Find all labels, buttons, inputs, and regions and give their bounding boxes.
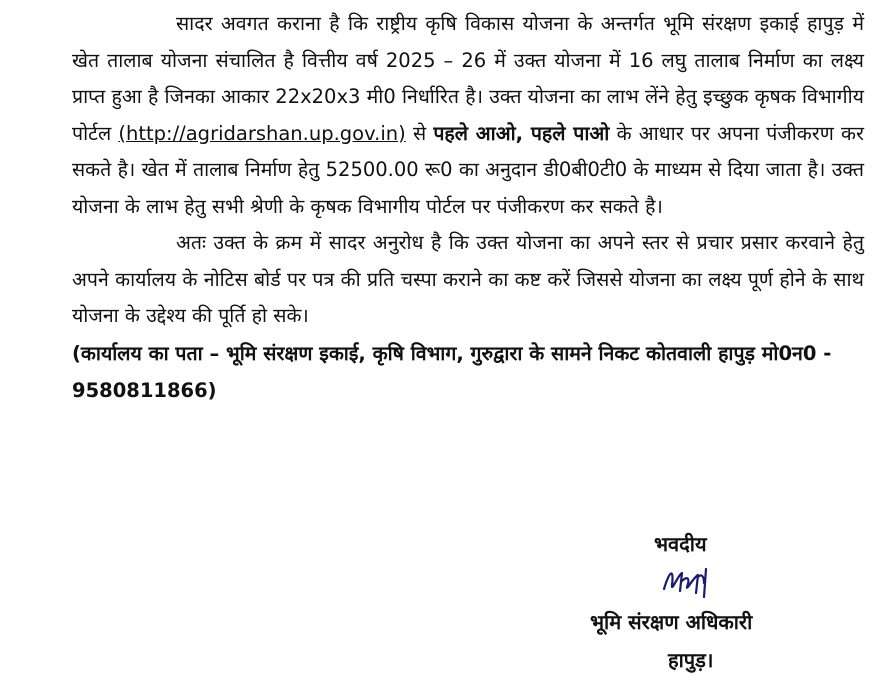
signoff-block bbox=[590, 525, 880, 679]
handwritten-signature-icon bbox=[660, 563, 880, 603]
portal-url-link[interactable]: (http://agridarshan.up.gov.in) bbox=[118, 121, 406, 145]
paragraph-scheme-details bbox=[72, 6, 864, 225]
connector-text: से bbox=[412, 121, 427, 145]
officer-designation: भूमि संरक्षण अधिकारी bbox=[590, 610, 753, 634]
closing-text: भवदीय bbox=[654, 532, 707, 556]
paragraph-request: अतः उक्त के क्रम में सादर अनुरोध है कि उक्त योजना का अपने स्तर से प्रचार प्रसार करवाने हेतु अपने कार्यालय के नोटिस बोर्ड पर पत्र की प्रति चस्पा कराने का कष्ट करें जिससे योजना का लक्ष्य पूर्ण होने के साथ योजना के उद्देश्य की पूर्ति हो सके। bbox=[72, 231, 864, 327]
subsidy-details-text: के आधार पर अपना पंजीकरण कर सकते है। खेत में तालाब निर्माण हेतु 52500.00 रू0 का अनुदान डी0बी0टी0 के माध्यम से दिया जाता है। उक्त योजना के लाभ हेतु सभी श्रेणी के कृषक विभागीय पोर्टल पर पंजीकरण कर सकते है। bbox=[72, 121, 864, 218]
scheme-intro-text: सादर अवगत कराना है कि राष्ट्रीय कृषि विकास योजना के अन्तर्गत भूमि संरक्षण इकाई हापुड़ में खेत तालाब योजना संचालित है वित्तीय वर्ष 2025 – 26 में उक्त योजना में 16 लघु तालाब निर्माण का लक्ष्य प्राप्त हुआ है जिनका आकार 22x20x3 मी0 निर्धारित है। उक्त योजना का लाभ लेंने हेतु इच्छुक कृषक विभागीय पोर्टल bbox=[72, 12, 864, 145]
office-place: हापुड़। bbox=[668, 648, 714, 672]
first-come-first-serve-text: पहले आओ, पहले पाओ bbox=[433, 121, 610, 145]
letter-body bbox=[72, 6, 864, 409]
office-address: (कार्यालय का पता – भूमि संरक्षण इकाई, कृषि विभाग, गुरुद्वारा के सामने निकट कोतवाली हापुड़ मो0न0 - 9580811866) bbox=[72, 341, 832, 402]
